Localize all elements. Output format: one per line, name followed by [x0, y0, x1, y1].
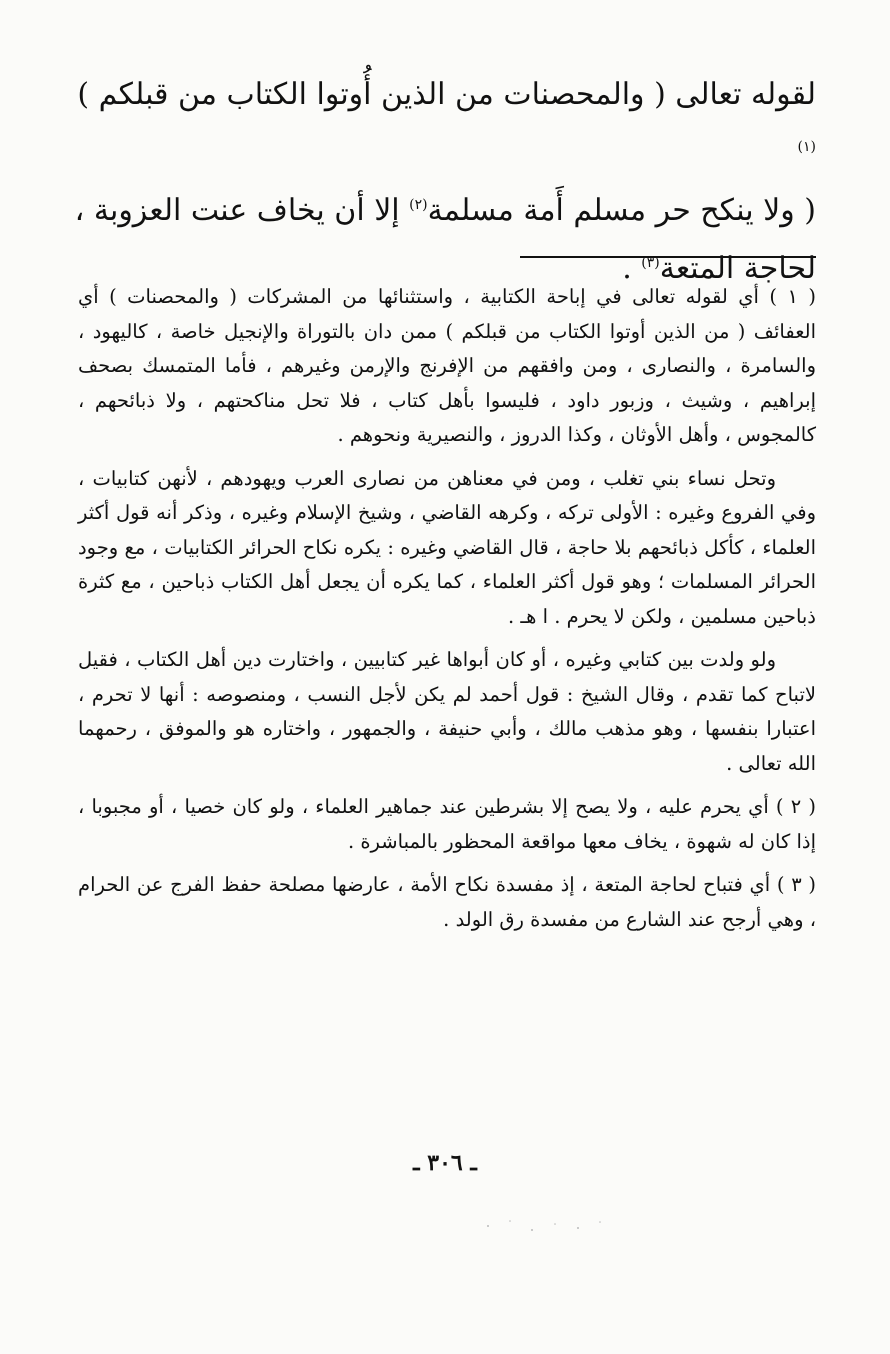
footnote-separator [520, 256, 816, 258]
main-line-3-text: لحاجة المتعة [659, 251, 816, 286]
footnote-ref-2: (٢) [409, 197, 428, 213]
main-line-1-text: لقوله تعالى ( والمحصنات من الذين أُوتوا الكتاب من قبلكم ) [77, 77, 816, 112]
footnote-2: ( ٢ ) أي يحرم عليه ، ولا يصح إلا بشرطين عند جماهير العلماء ، ولو كان خصيا ، أو مجبوبا ، إذا كان له شهوة ، يخاف معها مواقعة المحظور بالمباشرة . [78, 795, 816, 853]
main-line-2 [60, 182, 816, 240]
page-number: ـ ٣٠٦ ـ [413, 1150, 477, 1176]
main-line-3-end: . [622, 251, 642, 286]
main-text [60, 66, 816, 298]
footnote-1: ( ١ ) أي لقوله تعالى في إباحة الكتابية ، واستثنائها من المشركات ( والمحصنات ) أي العفائف ( من الذين أوتوا الكتاب من قبلكم ) ممن دان بالتوراة والإنجيل خاصة ، كاليهود ، والسامرة ، والنصارى ، ومن وافقهم من الإفرنج والإرمن وغيرهم ، فأما المتمسك بصحف إبراهيم ، وشيث ، وزبور داود ، فليسوا بأهل كتاب ، فلا تحل مناكحتهم ، ولا ذبائحهم ، كالمجوس ، وأهل الأوثان ، وكذا الدروز ، والنصيرية ونحوهم . [78, 285, 816, 446]
main-line-2b-text: إلا أن يخاف عنت العزوبة ، [74, 193, 410, 228]
footnote-1-para-2: وتحل نساء بني تغلب ، ومن في معناهن من نصارى العرب ويهودهم ، لأنهن كتابيات ، وفي الفروع وغيره : الأولى تركه ، وكرهه القاضي ، وشيخ الإسلام وغيره ، وذكر أنه قول أكثر العلماء ، كأكل ذبائحهم بلا حاجة ، قال القاضي وغيره : يكره نكاح الحرائر الكتابيات ، مع وجود الحرائر المسلمات ؛ وهو قول أكثر العلماء ، كما يكره أن يجعل أهل الكتاب ذباحين ، مع كثرة ذباحين مسلمين ، ولكن لا يحرم . ا هـ . [78, 466, 816, 628]
footnote-1-para-3: ولو ولدت بين كتابي وغيره ، أو كان أبواها غير كتابيين ، واختارت دين أهل الكتاب ، فقيل لاتباح كما تقدم ، وقال الشيخ : قول أحمد لم يكن لأجل النسب ، ومنصوصه : أنها لا تحرم ، اعتبارا بنفسها ، وهو مذهب مالك ، وأبي حنيفة ، والجمهور ، واختاره هو والموفق ، رحمهما الله تعالى . [78, 648, 816, 775]
main-line-1 [60, 66, 816, 182]
footnote-ref-1: (١) [797, 139, 816, 155]
footnotes [78, 280, 816, 946]
main-line-2a-text: ( ولا ينكح حر مسلم أَمة مسلمة [427, 193, 816, 228]
scan-speckles [480, 1212, 620, 1240]
footnote-3: ( ٣ ) أي فتباح لحاجة المتعة ، إذ مفسدة نكاح الأمة ، عارضها مصلحة حفظ الفرج عن الحرام ، وهي أرجح عند الشارع من مفسدة رق الولد . [78, 873, 816, 931]
footnote-ref-3: (٣) [641, 255, 660, 271]
